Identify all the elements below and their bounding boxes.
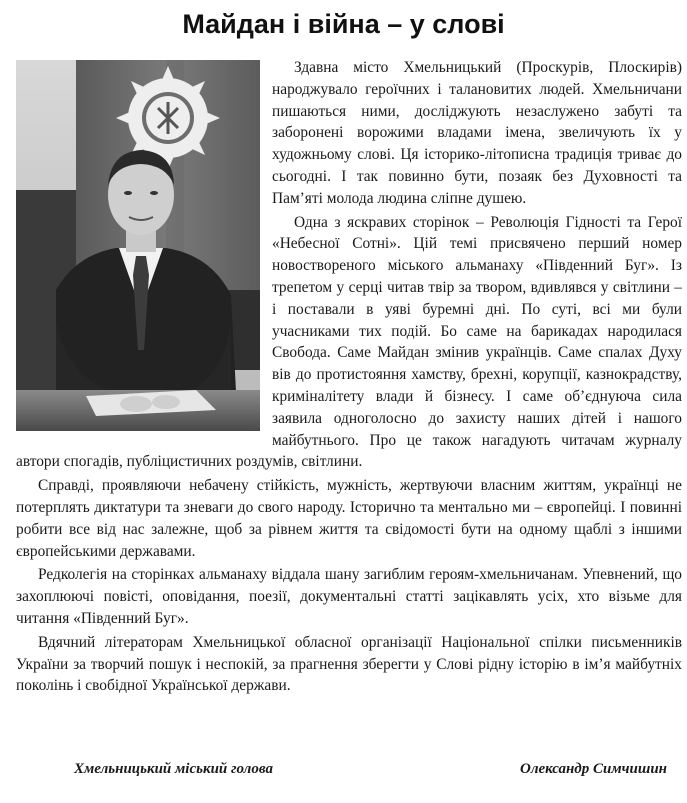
- signature-name: Олександр Симчишин: [519, 761, 667, 777]
- article-paragraph: Здавна місто Хмельницький (Проскурів, Плоскирів) народжувало героїчних і талановитих людей. Хмельничани пишаються ними, досліджують незаслужено забуті та заборонені ворожими владами імена, звеличують їх у художньому слові. Ця історико-літописна традиція триває до сьогодні. І так повинно бути, позаяк без Духовності та Пам’яті молода людина сліпне душею.: [272, 59, 682, 207]
- signature-position: Хмельницький міський голова: [74, 761, 273, 777]
- article-body: [16, 57, 682, 699]
- photo-spacer: [16, 57, 272, 435]
- article-paragraph: Справді, проявляючи небачену стійкість, мужність, жертвуючи власним життям, українці не потерплять диктатури та зневаги до свого народу. Історично та ментально ми – європейці. І повинні робити все від нас залежне, щоб за рівнем життя та свідомості бути на одному щаблі з іншими європейськими державами.: [16, 477, 682, 560]
- article-paragraph: Редколегія на сторінках альманаху віддала шану загиблим героям-хмельничанам. Упевнений, що захоплюючі повісті, оповідання, поезії, документальні статті зацікавлять усіх, хто візьме для читання «Південний Буг».: [16, 566, 682, 627]
- article-paragraph: Вдячний літераторам Хмельницької обласної організації Національної спілки письменників України за творчий пошук і неспокій, за прагнення зберегти у Слові рідну історію в ім’я майбутніх поколінь і свобідної Української держави.: [16, 633, 682, 695]
- article-paragraph: Одна з яскравих сторінок – Революція Гідності та Герої «Небесної Сотні». Цій темі присвячено перший номер новоствореного міського альманаху «Південний Буг». Із трепетом у серці читав твір за твором, вдивлявся у світлини – і поставали в уяві буремні дні. По суті, всі ми були учасниками тих подій. Бо саме на барикадах народилася Свобода. Саме Майдан змінив українців. Саме спалах Духу вів до протистояння хамству, брехні, корупції, казнокрадству, криміналітету влади й бізнесу. І саме об’єднуюча сила заявила одноголосно до захисту наших дітей і нашого майбутнього. Про це також нагадують читачам журналу автори спогадів, публіцистичних роздумів, світлини.: [16, 213, 682, 471]
- page-title: Майдан і війна – у слові: [182, 9, 505, 39]
